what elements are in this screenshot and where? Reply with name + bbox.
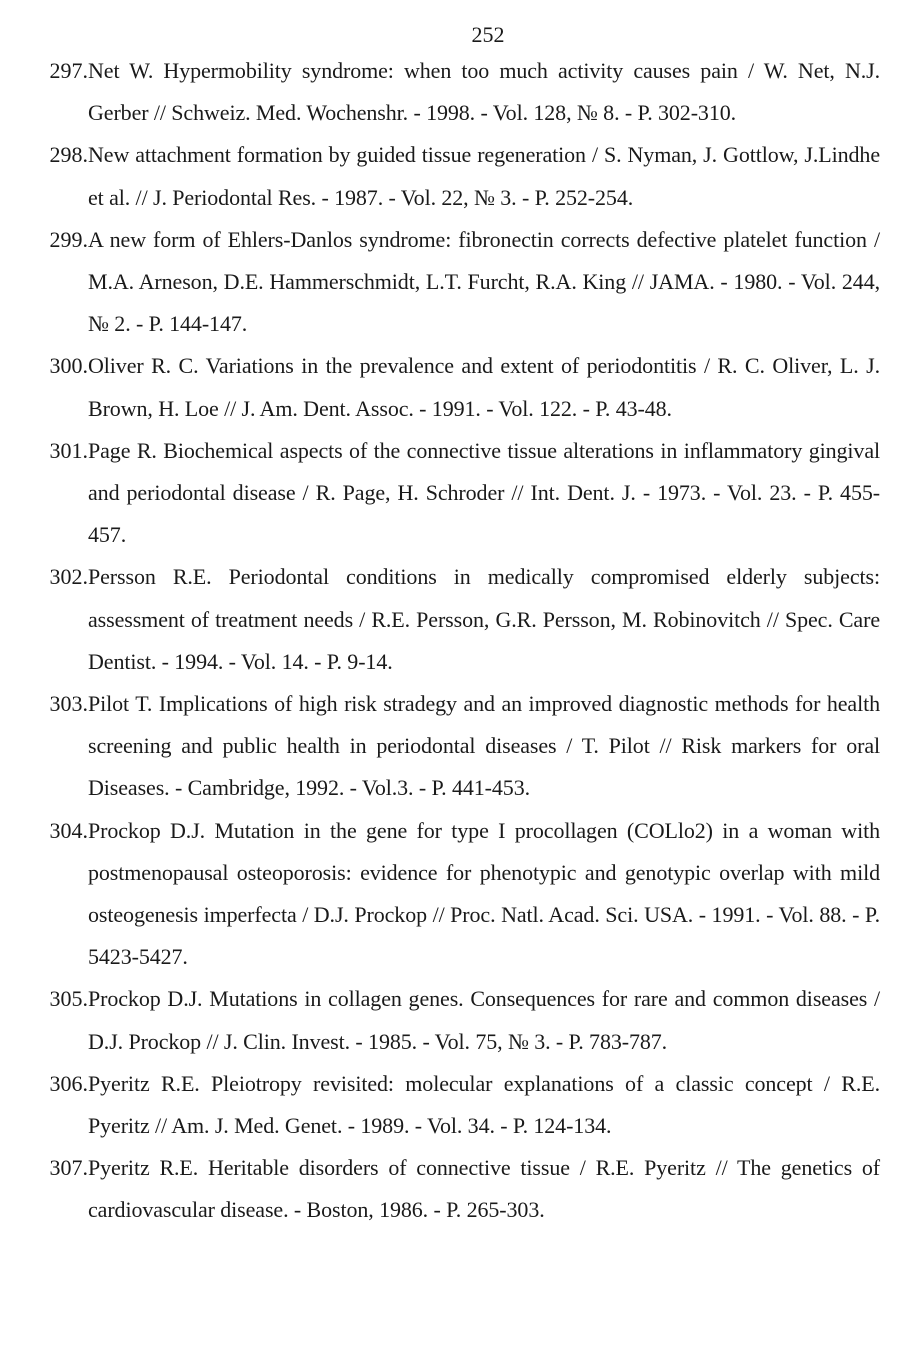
reference-text: Pyeritz R.E. Heritable disorders of connective tissue / R.E. Pyeritz // The genetics of cardiovascular disease. - Boston, 1986. - P. 265-303.	[88, 1155, 880, 1223]
reference-number: 298.	[49, 142, 88, 168]
reference-text: Page R. Biochemical aspects of the connective tissue alterations in inflammatory gingival and periodontal disease / R. Page, H. Schroder // Int. Dent. J. - 1973. - Vol. 23. - P. 455-457.	[88, 437, 880, 548]
reference-number: 299.	[49, 226, 88, 252]
reference-item-303	[0, 683, 916, 810]
reference-number: 306.	[49, 1070, 88, 1096]
page-number: 252	[471, 22, 505, 47]
reference-item-307	[0, 1147, 916, 1231]
reference-item-306	[0, 1063, 916, 1147]
reference-number: 303.	[49, 691, 88, 717]
reference-item-297	[0, 50, 916, 134]
reference-item-302	[0, 556, 916, 683]
reference-number: 305.	[49, 986, 88, 1012]
reference-list	[0, 50, 916, 1232]
reference-text: Pyeritz R.E. Pleiotropy revisited: molecular explanations of a classic concept / R.E. Pyeritz // Am. J. Med. Genet. - 1989. - Vol. 34. - P. 124-134.	[88, 1070, 880, 1139]
reference-text: Net W. Hypermobility syndrome: when too much activity causes pain / W. Net, N.J. Gerber // Schweiz. Med. Wochenshr. - 1998. - Vol. 128, № 8. - P. 302-310.	[88, 58, 880, 126]
reference-text: A new form of Ehlers-Danlos syndrome: fibronectin corrects defective platelet function / M.A. Arneson, D.E. Hammerschmidt, L.T. Furcht, R.A. King // JAMA. - 1980. - Vol. 244, № 2. - P. 144-147.	[88, 226, 880, 337]
reference-number: 300.	[49, 353, 88, 379]
reference-number: 301.	[49, 437, 88, 463]
reference-text: Pilot T. Implications of high risk stradegy and an improved diagnostic methods for health screening and public health in periodontal diseases / T. Pilot // Risk markers for oral Diseases. - Cambridge, 1992. - Vol.3. - P. 441-453.	[88, 691, 880, 801]
reference-number: 297.	[49, 58, 88, 83]
reference-text: New attachment formation by guided tissue regeneration / S. Nyman, J. Gottlow, J.Lindhe et al. // J. Periodontal Res. - 1987. - Vol. 22, № 3. - P. 252-254.	[88, 142, 880, 210]
reference-item-298	[0, 134, 916, 218]
reference-item-299	[0, 219, 916, 346]
reference-item-301	[0, 430, 916, 557]
reference-number: 307.	[49, 1155, 88, 1181]
reference-number: 304.	[49, 817, 88, 843]
reference-text: Oliver R. C. Variations in the prevalence and extent of periodontitis / R. C. Oliver, L. J. Brown, H. Loe // J. Am. Dent. Assoc. - 1991. - Vol. 122. - P. 43-48.	[88, 353, 880, 421]
reference-number: 302.	[49, 564, 88, 590]
reference-item-300	[0, 345, 916, 429]
reference-text: Prockop D.J. Mutation in the gene for type I procollagen (COLlo2) in a woman with postmenopausal osteoporosis: evidence for phenotypic and genotypic overlap with mild osteogenesis imperfecta / D.J. Prockop // Proc. Natl. Acad. Sci. USA. - 1991. - Vol. 88. - P. 5423-5427.	[88, 817, 880, 970]
reference-text: Prockop D.J. Mutations in collagen genes. Consequences for rare and common diseases / D.J. Prockop // J. Clin. Invest. - 1985. - Vol. 75, № 3. - P. 783-787.	[88, 986, 880, 1054]
reference-item-305	[0, 978, 916, 1062]
reference-item-304	[0, 810, 916, 979]
reference-text: Persson R.E. Periodontal conditions in medically compromised elderly subjects: assessment of treatment needs / R.E. Persson, G.R. Persson, M. Robinovitch // Spec. Care Dentist. - 1994. - Vol. 14. - P. 9-14.	[88, 564, 880, 674]
